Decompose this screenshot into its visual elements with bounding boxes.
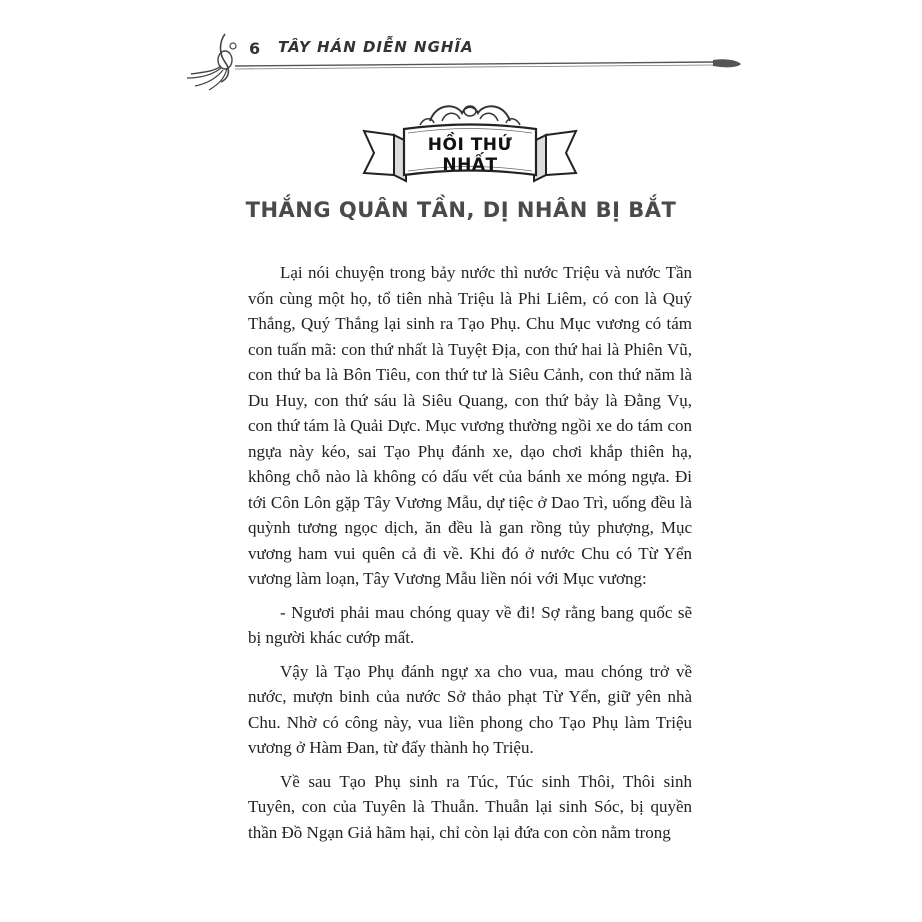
paragraph: Lại nói chuyện trong bảy nước thì nước Triệu và nước Tần vốn cùng một họ, tổ tiên nhà Triệu là Phi Liêm, có con là Quý Thắng, Quý Thắng lại sinh ra Tạo Phụ. Chu Mục vương có tám con tuấn mã: con thứ nhất là Tuyệt Địa, con thứ hai là Phiên Vũ, con thứ ba là Bôn Tiêu, con thứ tư là Siêu Cảnh, con thứ năm là Du Huy, con thứ sáu là Siêu Quang, con thứ bảy là Đằng Vụ, con thứ tám là Quải Dực. Mục vương thường ngồi xe do tám con ngựa này kéo, sai Tạo Phụ đánh xe, dạo chơi khắp thiên hạ, không chỗ nào là không có dấu vết của bánh xe móng ngựa. Đi tới Côn Lôn gặp Tây Vương Mẫu, dự tiệc ở Dao Trì, uống đều là quỳnh tương ngọc dịch, ăn đều là gan rồng tủy phượng, Mục vương ham vui quên cả đi về. Khi đó ở nước Chu có Từ Yển vương làm loạn, Tây Vương Mẫu liền nói với Mục vương: xyxy=(248,263,692,588)
paragraph: Vậy là Tạo Phụ đánh ngự xa cho vua, mau chóng trở về nước, mượn binh của nước Sở thảo phạt Từ Yển, giữ yên nhà Chu. Nhờ có công này, vua liền phong cho Tạo Phụ làm Triệu vương ở Hàm Đan, từ đấy thành họ Triệu. xyxy=(248,661,692,757)
page-number: 6 xyxy=(249,39,261,58)
chapter-banner xyxy=(360,95,580,191)
chapter-title: THẮNG QUÂN TẦN, DỊ NHÂN BỊ BẮT xyxy=(245,198,677,222)
brush-ornament-icon xyxy=(185,22,745,92)
paragraph: Về sau Tạo Phụ sinh ra Túc, Túc sinh Thôi, Thôi sinh Tuyên, con của Tuyên là Thuẫn. Thuẫn lại sinh Sóc, bị quyền thần Đồ Ngạn Giả hãm hại, chỉ còn lại đứa con còn nằm trong xyxy=(248,771,692,842)
running-header xyxy=(185,22,745,92)
book-title: TÂY HÁN DIỄN NGHĨA xyxy=(278,38,474,56)
paragraph: - Ngươi phải mau chóng quay về đi! Sợ rằng bang quốc sẽ bị người khác cướp mất. xyxy=(248,602,692,647)
body-text xyxy=(248,260,692,853)
chapter-label: HỒI THỨ NHẤT xyxy=(427,135,513,175)
